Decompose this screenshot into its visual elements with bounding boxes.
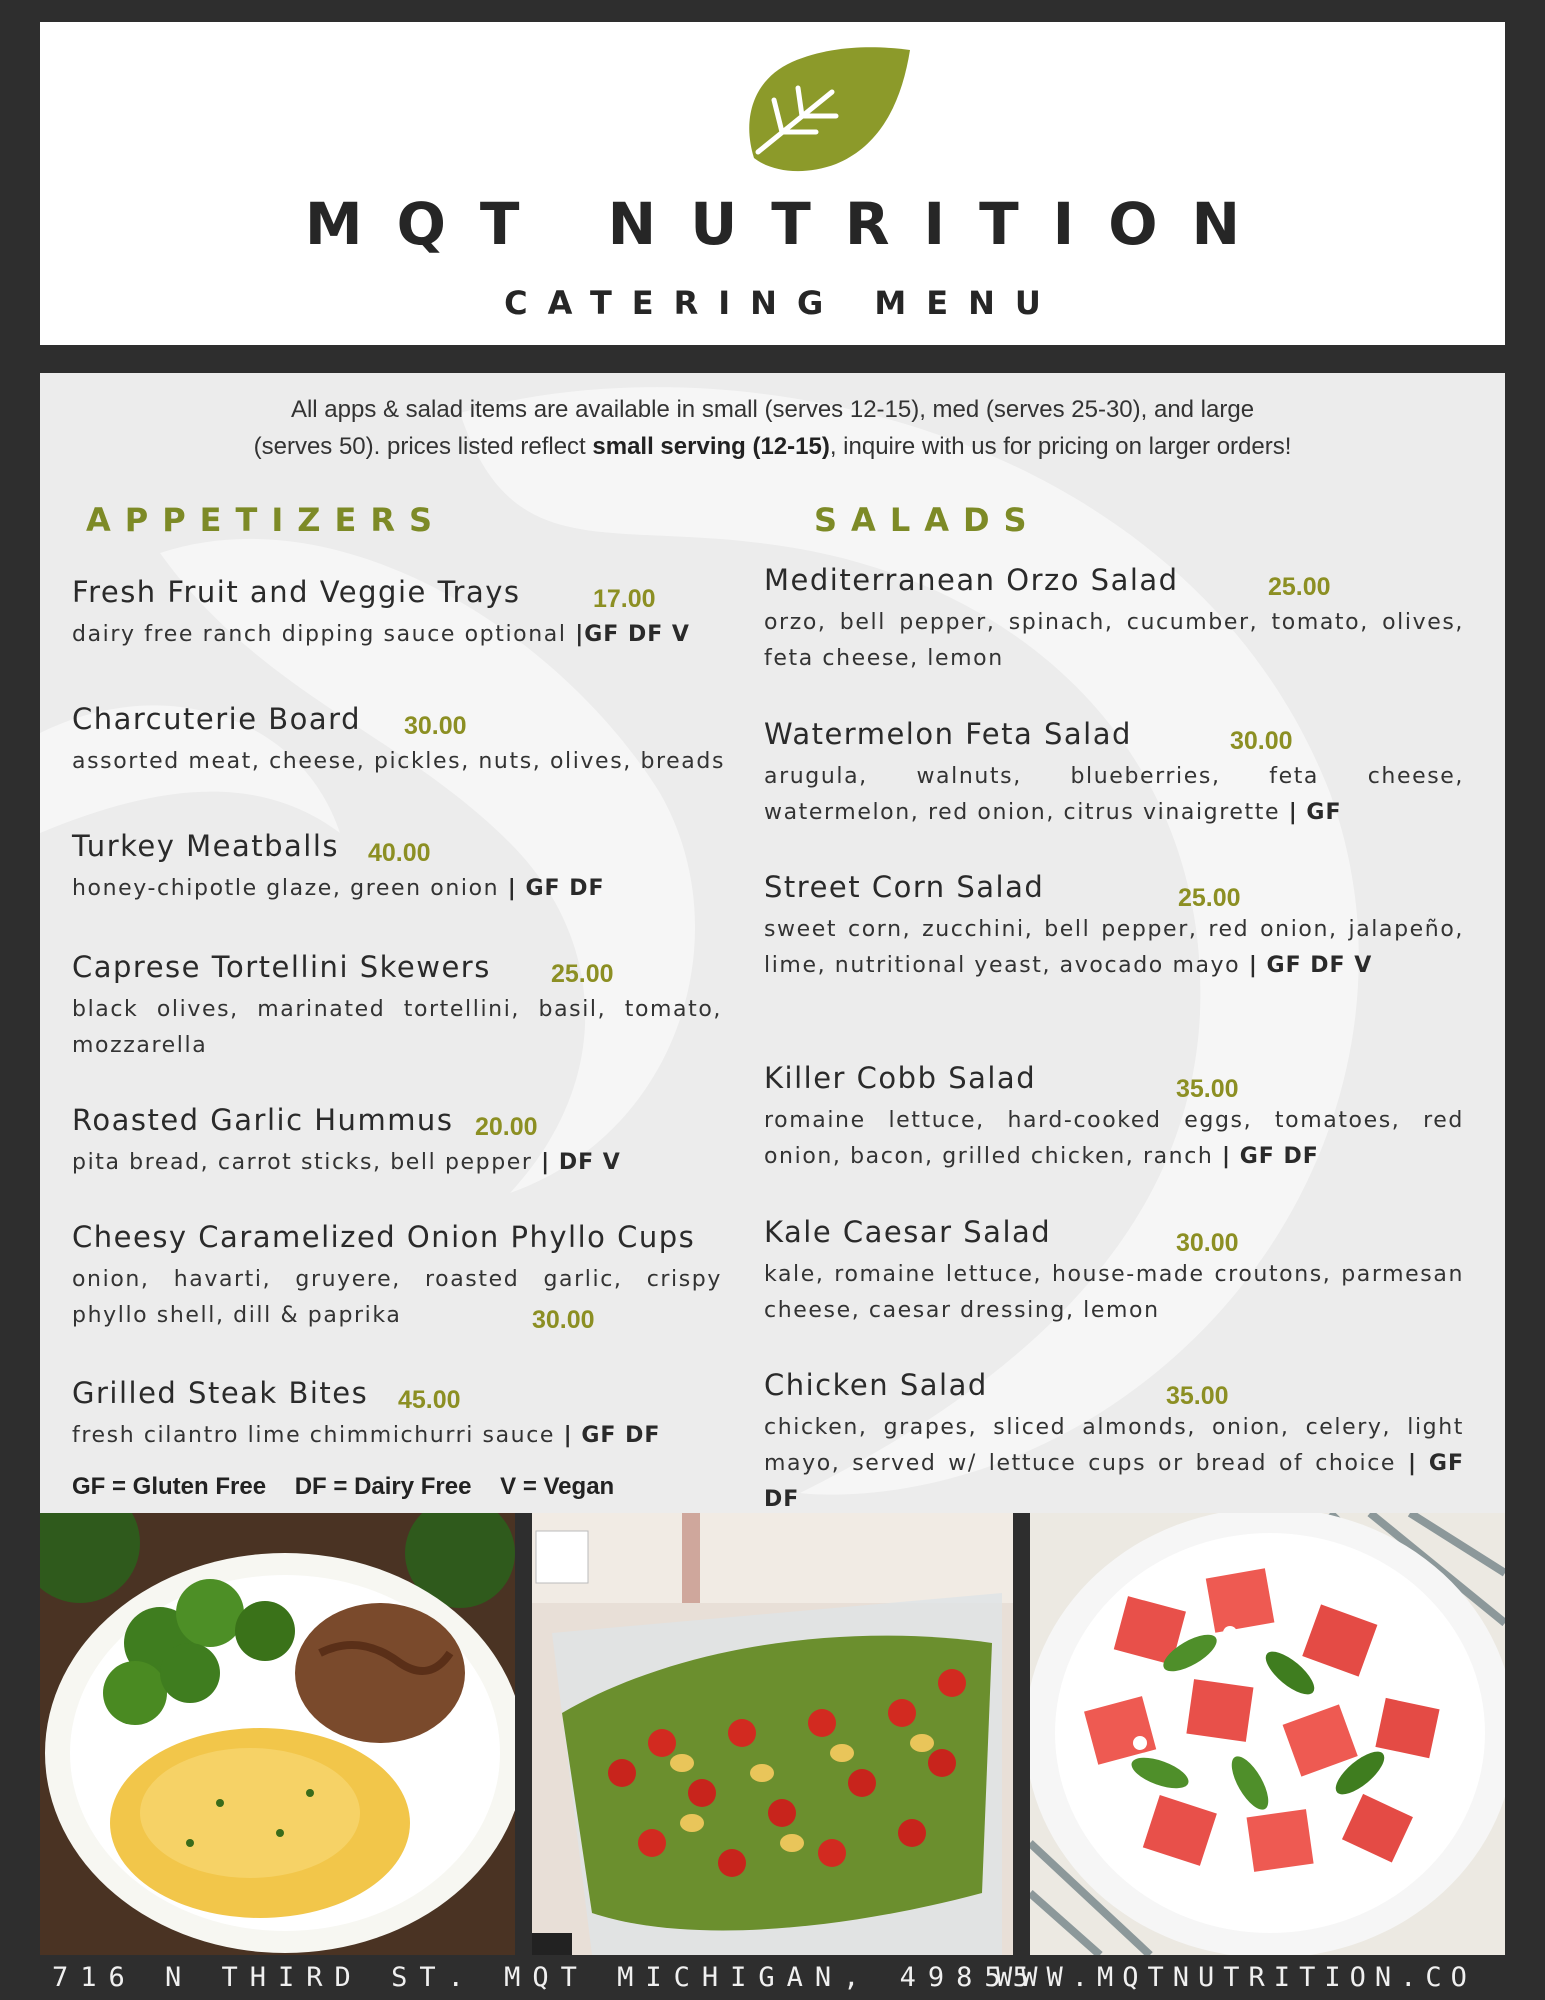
watermelon-salad-photo xyxy=(1030,1513,1505,1955)
item-price: 40.00 xyxy=(368,839,431,867)
item-description: sweet corn, zucchini, bell pepper, red onion, jalapeño, lime, nutritional yeast, avocado mayo | GF DF V xyxy=(764,917,1464,978)
mac-and-cheese-photo xyxy=(40,1513,515,1955)
salads-heading: SALADS xyxy=(814,501,1041,539)
header-banner xyxy=(40,22,1505,345)
item-description: honey-chipotle glaze, green onion | GF DF xyxy=(72,876,605,901)
item-description: pita bread, carrot sticks, bell pepper | DF V xyxy=(72,1150,621,1175)
item-price: 35.00 xyxy=(1166,1382,1229,1410)
item-name: Fresh Fruit and Veggie Trays xyxy=(72,575,521,609)
item-name: Charcuterie Board xyxy=(72,702,361,736)
serving-note-line1: All apps & salad items are available in small (serves 12-15), med (serves 25-30), and large xyxy=(290,396,1255,423)
item-price: 35.00 xyxy=(1176,1075,1239,1103)
item-price: 45.00 xyxy=(398,1386,461,1414)
item-description: chicken, grapes, sliced almonds, onion, celery, light mayo, served w/ lettuce cups or bread of choice | GF DF xyxy=(764,1415,1464,1512)
item-price: 25.00 xyxy=(551,960,614,988)
legend-gf: GF = Gluten Free xyxy=(72,1473,267,1500)
item-name: Caprese Tortellini Skewers xyxy=(72,950,491,984)
item-price: 25.00 xyxy=(1268,573,1331,601)
item-description: arugula, walnuts, blueberries, feta cheese, watermelon, red onion, citrus vinaigrette | GF xyxy=(764,764,1464,825)
diet-legend xyxy=(72,1473,636,1501)
item-price: 30.00 xyxy=(1230,727,1293,755)
item-description: fresh cilantro lime chimmichurri sauce | GF DF xyxy=(72,1423,661,1448)
brand-name: MQT NUTRITION xyxy=(304,190,1275,258)
item-description: romaine lettuce, hard-cooked eggs, tomatoes, red onion, bacon, grilled chicken, ranch | GF DF xyxy=(764,1108,1464,1169)
item-name: Grilled Steak Bites xyxy=(72,1376,369,1410)
item-name: Cheesy Caramelized Onion Phyllo Cups xyxy=(72,1220,696,1254)
caprese-skewers-photo xyxy=(532,1513,1013,1955)
item-description: black olives, marinated tortellini, basil, tomato, mozzarella xyxy=(72,997,722,1058)
item-name: Mediterranean Orzo Salad xyxy=(764,563,1179,597)
menu-panel xyxy=(40,373,1505,1513)
serving-note-line2: (serves 50). prices listed reflect small serving (12-15), inquire with us for pricing on larger orders! xyxy=(253,433,1292,460)
item-description: dairy free ranch dipping sauce optional |GF DF V xyxy=(72,622,690,647)
footer-address: 716 N THIRD ST. MQT MICHIGAN, 49855 xyxy=(52,1962,1041,1993)
item-price: 17.00 xyxy=(593,585,656,613)
item-price: 30.00 xyxy=(1176,1229,1239,1257)
item-description: assorted meat, cheese, pickles, nuts, olives, breads xyxy=(72,749,726,774)
legend-v: V = Vegan xyxy=(500,1473,615,1500)
leaf-icon xyxy=(744,40,910,172)
item-description: orzo, bell pepper, spinach, cucumber, tomato, olives, feta cheese, lemon xyxy=(764,610,1464,671)
item-price: 20.00 xyxy=(475,1113,538,1141)
item-description: onion, havarti, gruyere, roasted garlic, crispy phyllo shell, dill & paprika xyxy=(72,1267,722,1328)
menu-subtitle: CATERING MENU xyxy=(504,284,1061,322)
appetizers-heading: APPETIZERS xyxy=(86,501,447,539)
item-name: Watermelon Feta Salad xyxy=(764,717,1132,751)
item-name: Street Corn Salad xyxy=(764,870,1045,904)
item-name: Kale Caesar Salad xyxy=(764,1215,1052,1249)
item-name: Chicken Salad xyxy=(764,1368,988,1402)
item-price: 30.00 xyxy=(532,1306,595,1334)
item-description: kale, romaine lettuce, house-made croutons, parmesan cheese, caesar dressing, lemon xyxy=(764,1262,1464,1323)
item-price: 25.00 xyxy=(1178,884,1241,912)
item-name: Turkey Meatballs xyxy=(72,829,340,863)
item-name: Roasted Garlic Hummus xyxy=(72,1103,454,1137)
item-name: Killer Cobb Salad xyxy=(764,1061,1037,1095)
item-price: 30.00 xyxy=(404,712,467,740)
footer xyxy=(0,1960,1545,2000)
legend-df: DF = Dairy Free xyxy=(294,1473,472,1500)
serving-note xyxy=(100,391,1445,465)
footer-website-link[interactable]: WWW.MQTNUTRITION.CO xyxy=(996,1962,1476,1993)
